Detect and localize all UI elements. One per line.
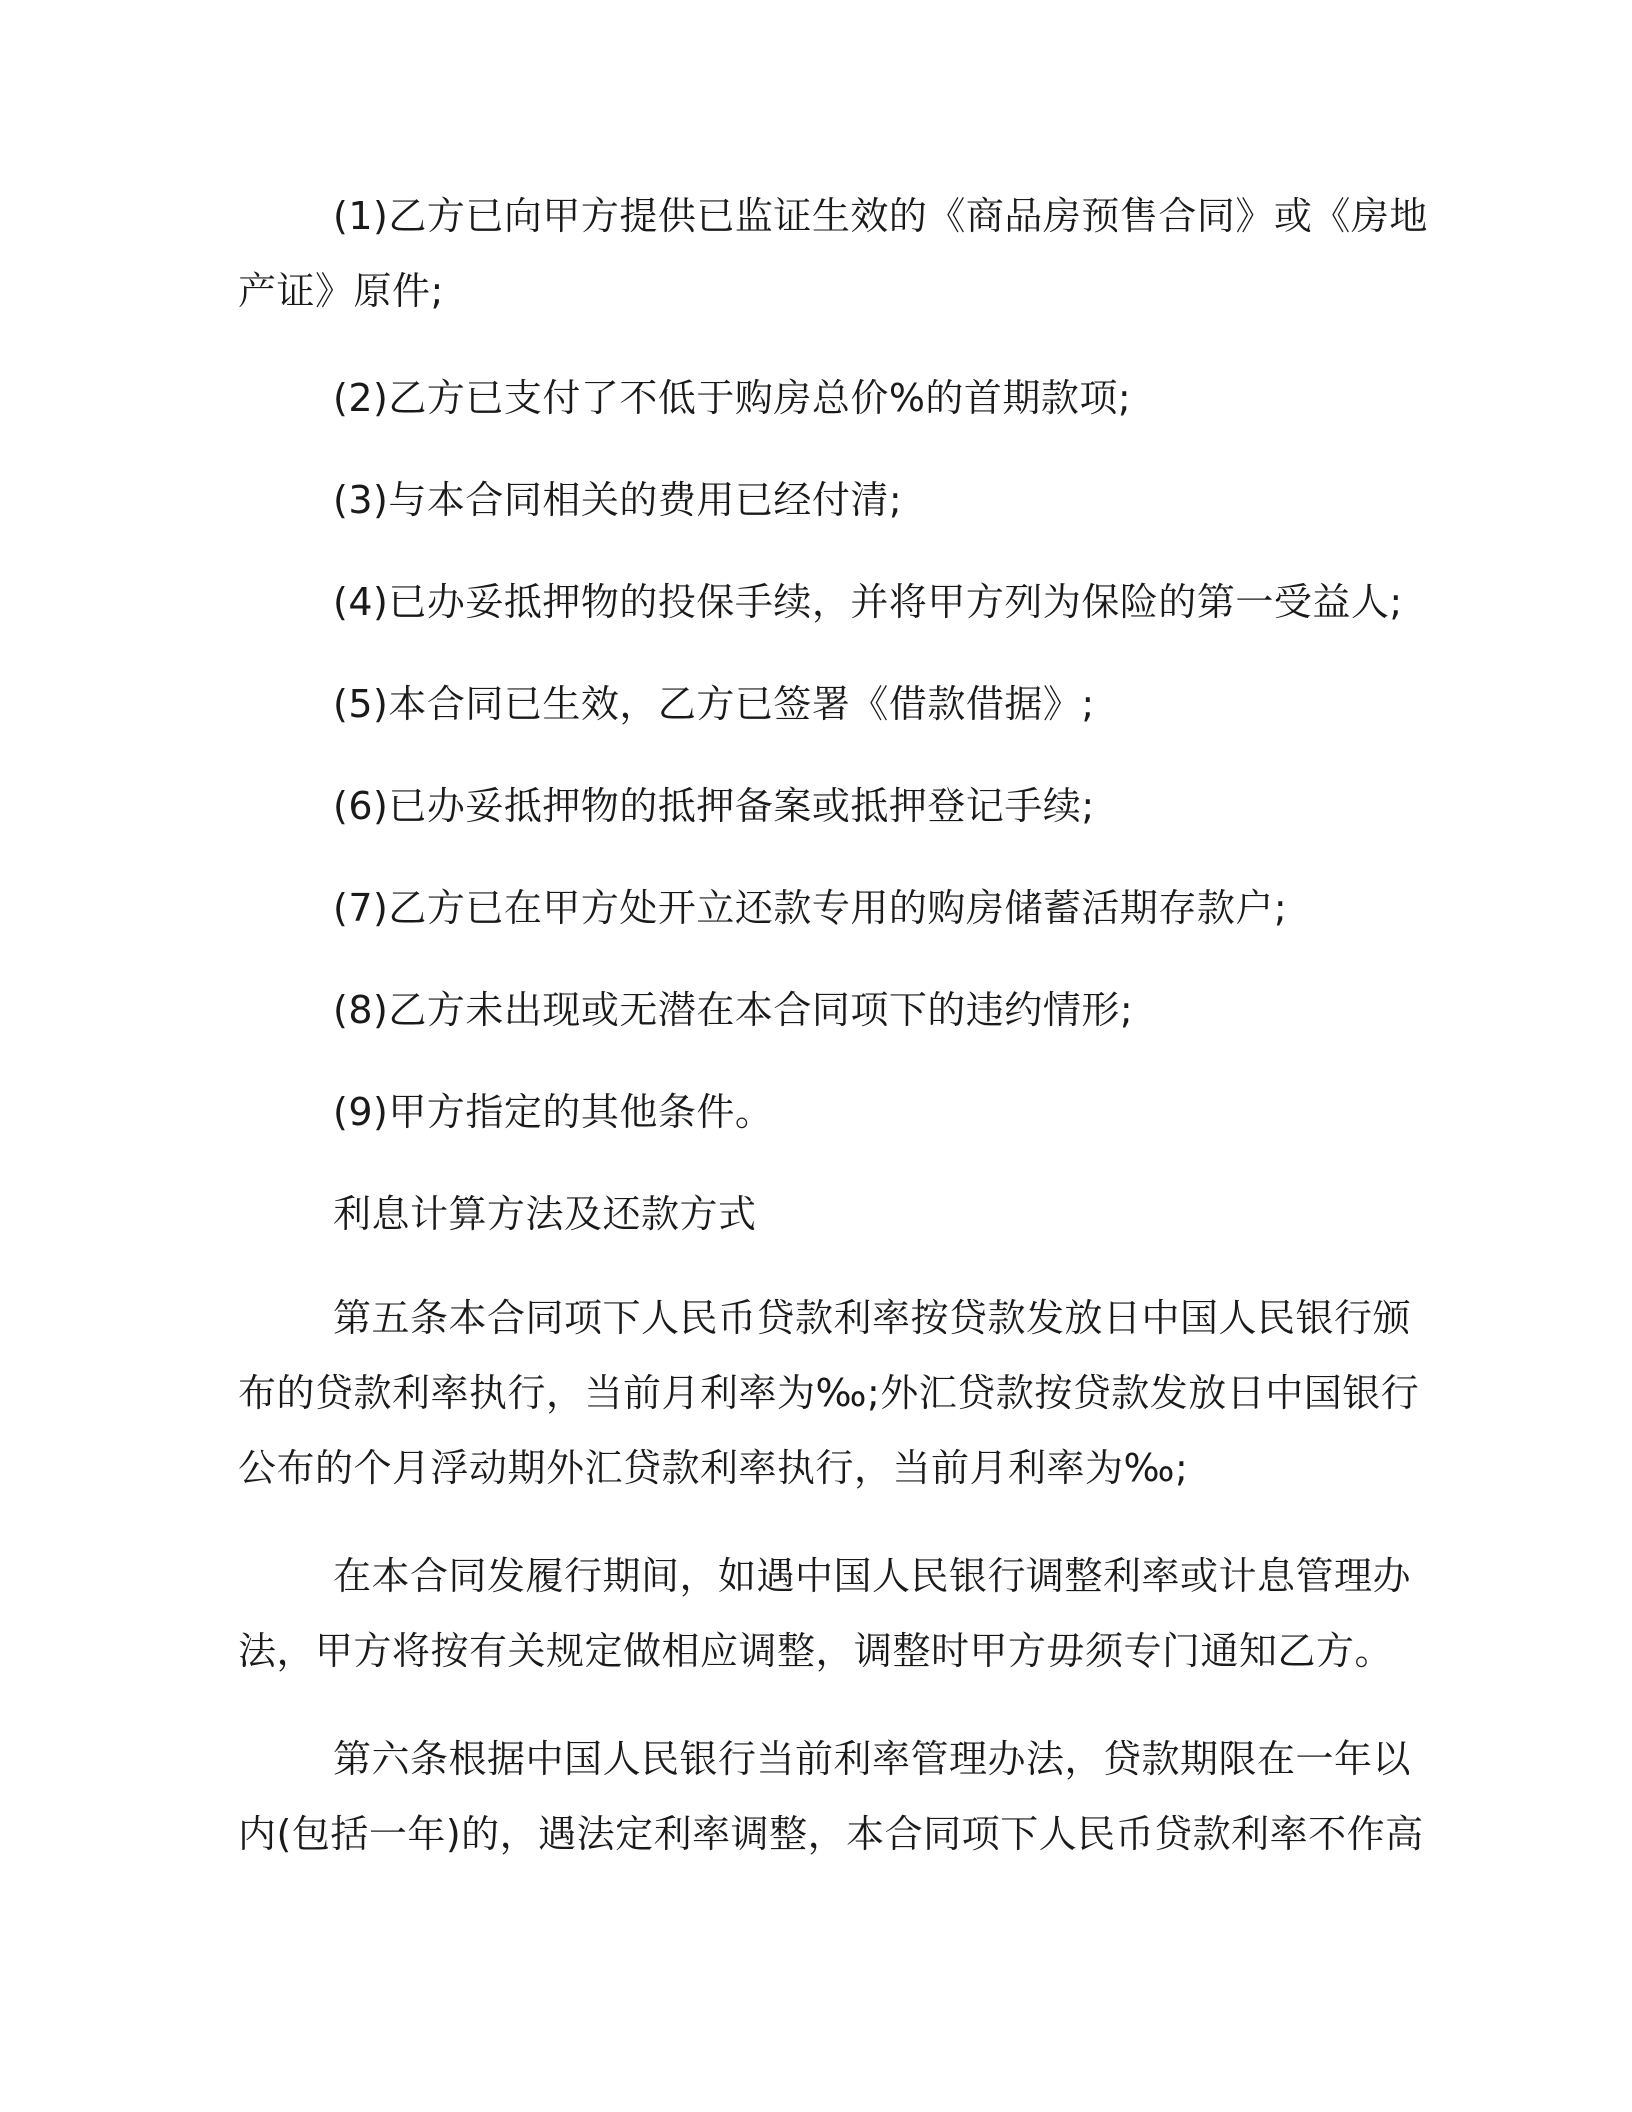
clause-3: (3)与本合同相关的费用已经付清; — [333, 478, 903, 522]
article-5-line-1: 第五条本合同项下人民币贷款利率按贷款发放日中国人民银行颁 — [333, 1296, 1412, 1340]
article-5-line-3: 公布的个月浮动期外汇贷款利率执行，当前月利率为‰; — [238, 1446, 1189, 1490]
clause-8: (8)乙方未出现或无潜在本合同项下的违约情形; — [333, 988, 1134, 1032]
article-5-line-2: 布的贷款利率执行，当前月利率为‰;外汇贷款按贷款发放日中国银行 — [238, 1371, 1420, 1415]
clause-5: (5)本合同已生效，乙方已签署《借款借据》; — [333, 682, 1095, 726]
article-6-line-1: 第六条根据中国人民银行当前利率管理办法，贷款期限在一年以 — [333, 1737, 1412, 1781]
clause-9: (9)甲方指定的其他条件。 — [333, 1090, 774, 1134]
clause-1-line-2: 产证》原件; — [238, 269, 444, 313]
section-heading: 利息计算方法及还款方式 — [333, 1192, 757, 1236]
clause-4: (4)已办妥抵押物的投保手续，并将甲方列为保险的第一受益人; — [333, 580, 1403, 624]
adjustment-line-1: 在本合同发履行期间，如遇中国人民银行调整利率或计息管理办 — [333, 1554, 1412, 1598]
clause-1-line-1: (1)乙方已向甲方提供已监证生效的《商品房预售合同》或《房地 — [333, 194, 1428, 238]
clause-7: (7)乙方已在甲方处开立还款专用的购房储蓄活期存款户; — [333, 886, 1288, 930]
clause-6: (6)已办妥抵押物的抵押备案或抵押登记手续; — [333, 784, 1095, 828]
article-6-line-2: 内(包括一年)的，遇法定利率调整，本合同项下人民币贷款利率不作高 — [238, 1812, 1424, 1856]
clause-2: (2)乙方已支付了不低于购房总价%的首期款项; — [333, 376, 1132, 420]
adjustment-line-2: 法，甲方将按有关规定做相应调整，调整时甲方毋须专门通知乙方。 — [238, 1629, 1394, 1673]
